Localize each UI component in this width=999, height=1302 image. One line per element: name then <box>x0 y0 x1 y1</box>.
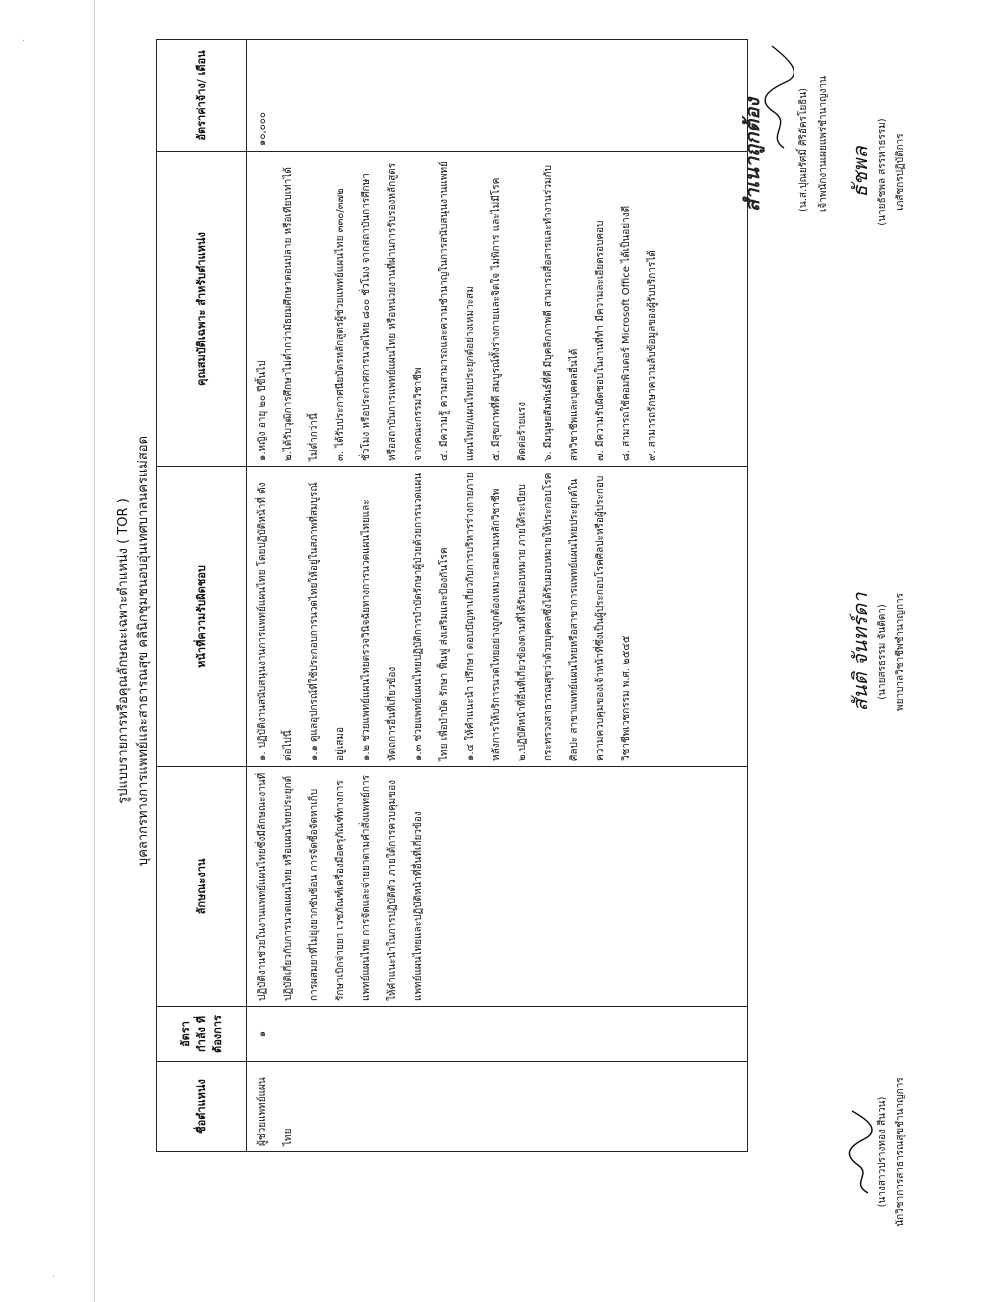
duty-item: ๑.๒ ช่วยแพทย์แผนไทยตรวจวินิจฉัยทางการนวดแผนไทยและหัตถการอื่นที่เกี่ยวข้อง <box>361 499 398 761</box>
signer-name: (นายธัชพล สรรหาธรรม) <box>877 118 888 226</box>
signature-mark: ธัชพล <box>848 146 872 198</box>
cell-rate: ๑ <box>247 1007 748 1062</box>
stamp-name: (น.ส.ปุณยรัศมิ์ ศิริอัครโยธิน) <box>798 87 809 212</box>
cell-duties <box>247 467 748 767</box>
header-duties: หน้าที่ความรับผิดชอบ <box>157 467 247 767</box>
signer-title: พยาบาลวิชาชีพชำนาญการ <box>895 593 906 711</box>
header-salary: อัตราค่าจ้าง/ เดือน <box>157 40 247 152</box>
stamp-title: เจ้าพนักงานเผยแพร่ชำนาญงาน <box>818 76 829 212</box>
signer-name: (นายสรธรรม จันติดา) <box>877 604 888 700</box>
signature-scribble-svg <box>846 1107 874 1197</box>
header-position: ชื่อตำแหน่ง <box>157 1062 247 1152</box>
header-nature: ลักษณะงาน <box>157 767 247 1007</box>
stamp-signature-svg <box>764 42 794 152</box>
qualification-item: ๓. ได้รับประกาศนียบัตรหลักสูตรผู้ช่วยแพทย์แผนไทย ๓๓๐/๓๗๒ ชั่วโมง หรือประกาศการนวดไทย ๘๐๐ ชั่วโมง จากสถาบันการศึกษาหรือสถาบันการแพทย์แผนไทย หรือหน่วยงานที่ผ่านการรับรองหลักสูตรจากคณะกรรมวิชาชีพ <box>335 162 424 461</box>
scan-speck: · <box>22 36 26 47</box>
duty-item: ๑.๔ ให้คำแนะนำ ปรึกษา ตอบปัญหาเกี่ยวกับการบริหารร่างกายภายหลังการให้บริการนวดไทยอย่างถูกต้องเหมาะสมตามหลักวิชาชีพ <box>465 472 502 761</box>
signer-name: (นางสาวปรางทอง สีนวน) <box>877 1096 888 1208</box>
qualification-item: ๑.หญิง อายุ ๒๐ ปีขึ้นไป <box>257 360 268 461</box>
header-qualifications: คุณสมบัติเฉพาะ สำหรับตำแหน่ง <box>157 152 247 467</box>
duty-item: ๑.๑ ดูแลอุปกรณ์ที่ใช้ประกอบการนวดไทยให้อยู่ในสภาพที่สมบูรณ์อยู่เสมอ <box>309 482 346 761</box>
qualification-item: ๒.ได้รับวุฒิการศึกษาไม่ต่ำกว่ามัธยมศึกษาตอนปลาย หรือเทียบเท่าได้ไม่ต่ำกว่านี้ <box>283 167 320 461</box>
stamp-heading: สำเนาถูกต้อง <box>740 97 764 212</box>
cell-salary: ๑๐,๐๐๐ <box>247 40 748 152</box>
table-row <box>247 40 748 1152</box>
qualification-item: ๘. สามารถใช้คอมพิวเตอร์ Microsoft Office ได้เป็นอย่างดี <box>621 205 632 461</box>
document-subtitle: บุคลากรทางการแพทย์และสาธารณสุข คลินิกชุมชนอบอุ่นเทศบาลนครแม่สอด <box>136 435 151 867</box>
qualification-item: ๙. สามารถรักษาความลับข้อมูลของผู้รับบริการได้ <box>647 250 658 461</box>
qualification-item: ๕. มีสุขภาพที่ดี สมบูรณ์ทั้งร่างกายและจิตใจ ไม่พิการ และไม่มีโรคติดต่อร้ายแรง <box>491 177 528 461</box>
qualification-item: ๗. มีความรับผิดชอบในงานที่ทำ มีความละเอียดรอบคอบ <box>595 220 606 461</box>
certified-copy-stamp <box>736 0 856 212</box>
cell-position: ผู้ช่วยแพทย์แผนไทย <box>247 1062 748 1152</box>
header-rate: อัตรา กำลัง ที่ต้องการ <box>157 1007 247 1062</box>
signer-title: เภสัชกรปฏิบัติการ <box>895 133 906 211</box>
table-header-row <box>157 40 247 1152</box>
signature-block <box>846 502 910 802</box>
tor-table <box>156 39 748 1152</box>
cell-qualifications <box>247 152 748 467</box>
stamp-signature <box>764 42 799 152</box>
cell-nature: ปฏิบัติงานช่วยในงานแพทย์แผนไทยซึ่งมีลักษณะงานที่ปฏิบัติเกี่ยวกับการนวดแผนไทย หรือแผนไทยประยุกต์ การผสมยาที่ไม่ยุ่งยากซับซ้อน การจัดซื้อจัดหาเก็บรักษาเบิกจ่ายยา เวชภัณฑ์เครื่องมือครุภัณฑ์ทางการแพทย์แผนไทย การจัดและจ่ายยาตามคำสั่งแพทย์การให้คำแนะนำในการปฏิบัติตัว ภายใต้การควบคุมของแพทย์แผนไทยและปฏิบัติหน้าที่อื่นที่เกี่ยวข้อง <box>247 767 748 1007</box>
signature-block <box>846 1032 910 1272</box>
duty-item: ๑. ปฏิบัติงานสนับสนุนงานการแพทย์แผนไทย โดยปฏิบัติหน้าที่ ดังต่อไปนี้ <box>257 482 294 761</box>
duty-item: ๒.ปฏิบัติหน้าที่อื่นที่เกี่ยวข้องตามที่ได้รับมอบหมาย ภายใต้ระเบียบกระทรวงสาธารณสุขว่าด้วยบุคคลซึ่งได้รับมอบหมายให้ประกอบโรคศิลปะ สาขาแพทย์แผนไทยหรือสาขาการแพทย์แผนไทยประยุกต์ในความควบคุมของเจ้าหน้าที่ซึ่งเป็นผู้ประกอบโรคศิลปะหรือผู้ประกอบวิชาชีพเวชกรรม พ.ศ. ๒๕๔๕ <box>517 472 632 761</box>
duty-item: ๑.๓ ช่วยแพทย์แผนไทยปฏิบัติการบำบัดรักษาผู้ป่วยด้วยการนวดแผนไทย เพื่อบำบัด รักษา ฟื้นฟู ส่งเสริมและป้องกันโรค <box>413 472 450 761</box>
qualification-item: ๔. มีความรู้ ความสามารถและความชำนาญในการสนับสนุนงานแพทย์แผนไทย/แผนไทยประยุกต์อย่างเหมาะสม <box>439 161 476 461</box>
signer-title: นักวิชาการสาธารณสุขชำนาญการ <box>895 1077 906 1227</box>
scan-speck: · <box>52 1272 56 1283</box>
signature-scribble <box>846 1032 874 1272</box>
document-title: รูปแบบรายการหรือคุณลักษณะเฉพาะตำแหน่ง ( TOR ) <box>116 498 131 804</box>
qualification-item: ๖. มีมนุษยสัมพันธ์ที่ดี มีบุคลิกภาพดี สามารถสื่อสารและทำงานร่วมกับสหวิชาชีพและบุคคลอื่นได้ <box>543 165 580 461</box>
signature-mark: สันติ จันทร์ดา <box>848 592 872 712</box>
